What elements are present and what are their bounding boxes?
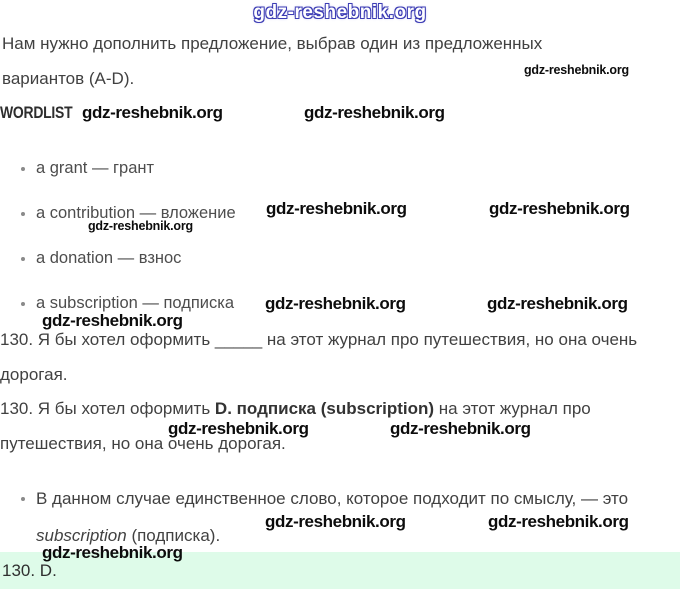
site-watermark-contribution-1: gdz-reshebnik.org — [266, 199, 407, 218]
answer-text-line1 — [0, 399, 591, 419]
intro-text-line2: вариантов (A-D). — [2, 69, 135, 88]
site-watermark-bottom: gdz-reshebnik.org — [42, 543, 183, 562]
explanation-text-line1: В данном случае единственное слово, которое подходит по смыслу, — это — [36, 489, 629, 508]
bullet-dot — [21, 497, 25, 501]
vocab-item-donation: a donation — взнос — [36, 249, 182, 267]
bullet-dot — [21, 302, 25, 306]
site-watermark-small-contribution: gdz-reshebnik.org — [88, 219, 193, 233]
answer-suffix: на этот журнал про — [434, 399, 591, 418]
vocab-item-subscription: a subscription — подписка — [36, 294, 235, 312]
site-watermark-subscription-2: gdz-reshebnik.org — [487, 294, 628, 313]
explanation-italic-word: subscription — [36, 526, 127, 545]
wordlist-header — [0, 103, 88, 124]
bullet-dot — [21, 257, 25, 261]
question-text-line2: дорогая. — [0, 365, 68, 384]
explanation-rest: (подписка). — [126, 526, 221, 545]
site-watermark-wordlist-2: gdz-reshebnik.org — [304, 103, 445, 122]
answer-text-line2: путешествия, но она очень дорогая. — [0, 434, 286, 453]
site-watermark-below-subscription: gdz-reshebnik.org — [42, 311, 183, 330]
final-answer-label: 130. D. — [2, 561, 57, 580]
vocab-item-contribution: a contribution — вложение — [36, 204, 236, 222]
answer-choice-bold: D. подписка (subscription) — [214, 399, 435, 418]
vocab-item-grant: a grant — грант — [36, 159, 155, 177]
site-watermark-contribution-2: gdz-reshebnik.org — [489, 199, 630, 218]
site-watermark-explanation-1: gdz-reshebnik.org — [265, 512, 406, 531]
question-text-line1: 130. Я бы хотел оформить _____ на этот журнал про путешествия, но она очень — [0, 330, 638, 349]
site-watermark-subscription-1: gdz-reshebnik.org — [265, 294, 406, 313]
site-watermark-top: gdz-reshebnik.org — [253, 2, 427, 23]
site-watermark-answer-1: gdz-reshebnik.org — [168, 419, 309, 438]
answer-prefix: 130. Я бы хотел оформить — [0, 399, 215, 418]
intro-text-line1: Нам нужно дополнить предложение, выбрав один из предложенных — [2, 34, 543, 53]
site-watermark-explanation-2: gdz-reshebnik.org — [488, 512, 629, 531]
bullet-dot — [21, 212, 25, 216]
wordlist-label: WORDLIST — [0, 103, 73, 122]
bullet-dot — [21, 167, 25, 171]
site-watermark-wordlist-1: gdz-reshebnik.org — [82, 103, 223, 122]
site-watermark-small-intro: gdz-reshebnik.org — [524, 63, 629, 77]
site-watermark-answer-2: gdz-reshebnik.org — [390, 419, 531, 438]
